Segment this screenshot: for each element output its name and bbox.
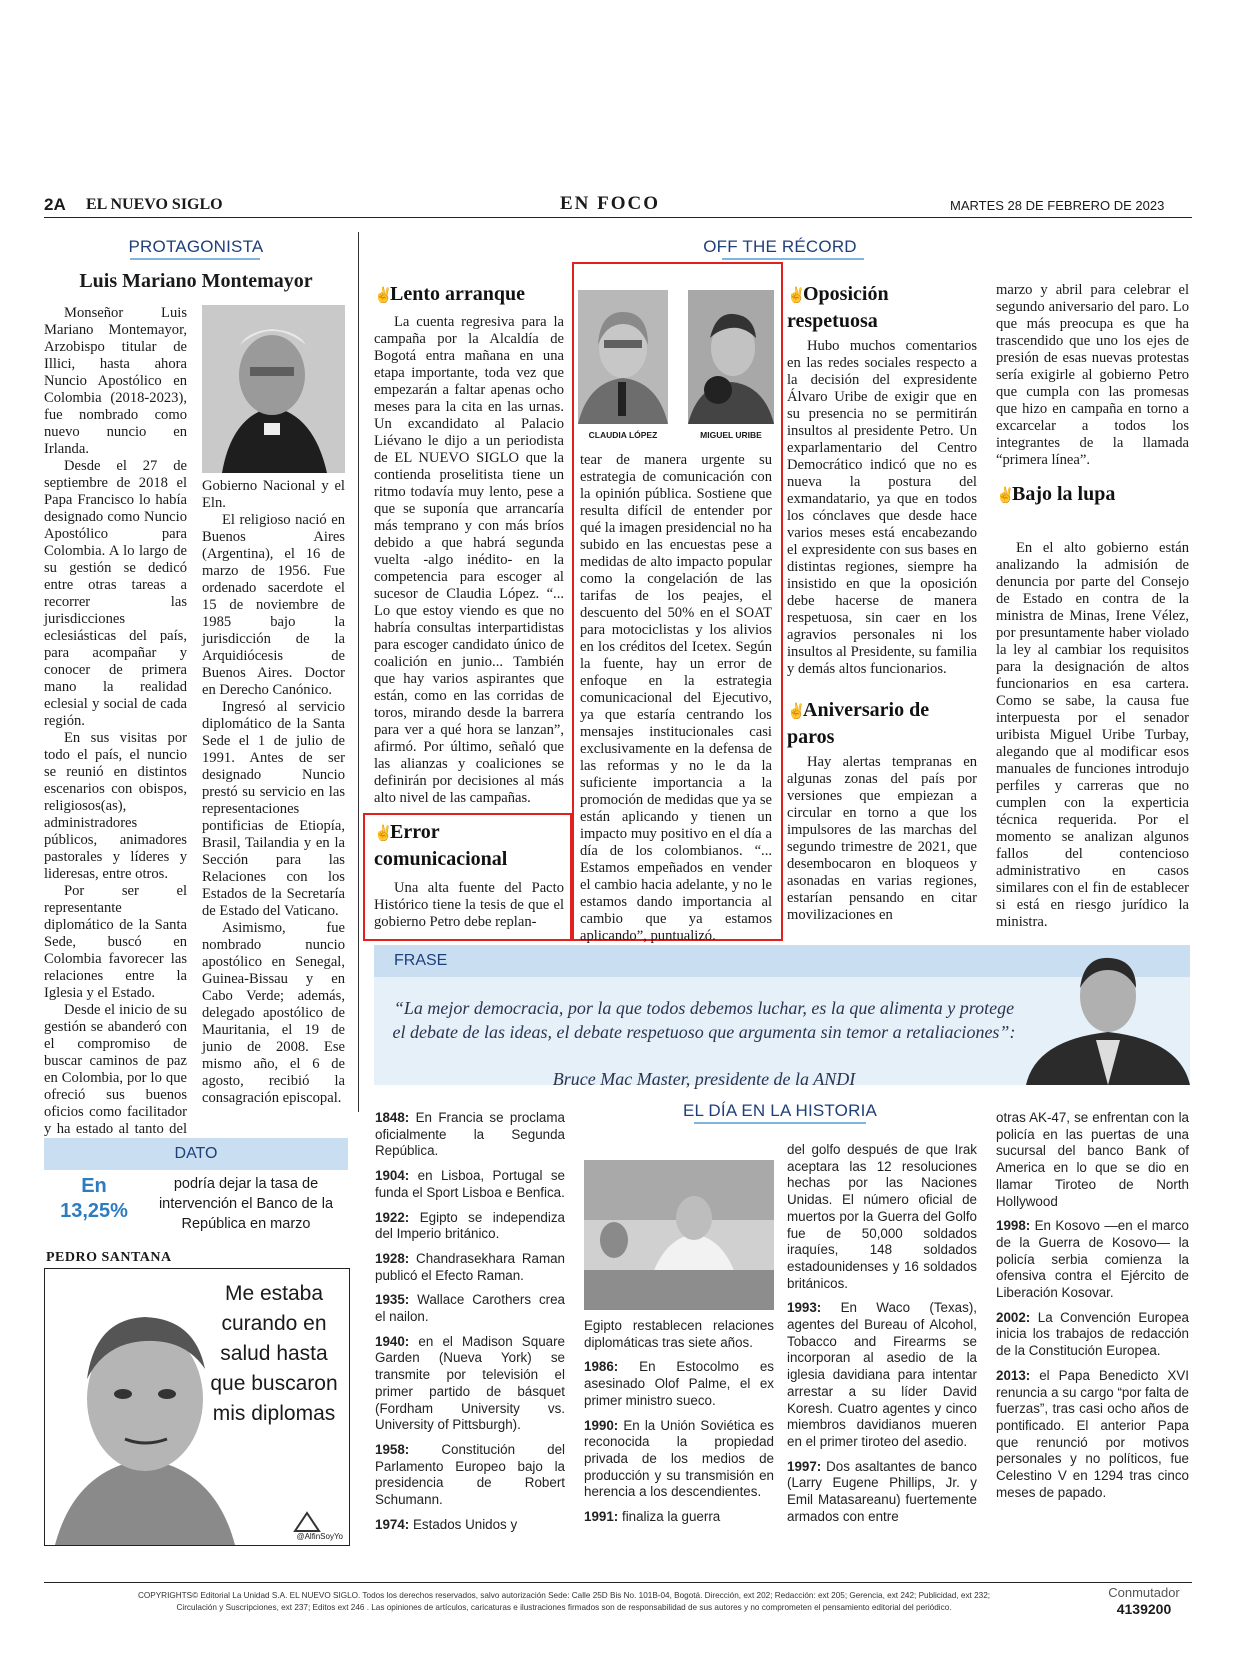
aniversario-continued-text: marzo y abril para celebrar el segundo aniversario del paro. Lo que más preocupa es que ha trascendido que uno los ejes de presión de esas nuevas protestas sería exigirle al gobierno Petro que cumpla con las promesas que hizo en campaña en torno a excarcelar a todos los integrantes de la llamada “primera línea”. <box>996 282 1189 468</box>
paper-name: EL NUEVO SIGLO <box>86 196 223 213</box>
historia-item: 1990: En la Unión Soviética es reconocida la propiedad privada de los medios de producción y su transmisión en herencia a los descendientes. <box>584 1417 774 1500</box>
protagonista-paragraph: Por ser el representante diplomático de la Santa Sede, buscó en Colombia favorecer las relaciones entre la Iglesia y el Estado. <box>44 883 187 1001</box>
frase-label: FRASE <box>394 952 448 969</box>
protagonista-underline <box>130 258 260 260</box>
conmutador-label: Conmutador <box>1108 1585 1180 1600</box>
aniversario-text: Hay alertas tempranas en algunas zonas del país por versiones que empiezan a circular en torno a que los impulsores de las marchas del segundo trimestre de 2021, que desembocaron en bloqueos y asonadas en varias regiones, estarían pensando en citar movilizaciones en <box>787 754 977 923</box>
caricature-signature: @AlfinSoyYo <box>296 1532 343 1541</box>
protagonista-label: PROTAGONISTA <box>128 237 264 256</box>
header-rule <box>44 217 1192 218</box>
footer-line-1: COPYRIGHTS© Editorial La Unidad S.A. EL NUEVO SIGLO. Todos los derechos reservados, salvo autorización Sede: Calle 25D Bis No. 101B-04, Bogotá. Dirección, ext 202; Redacción: ext 205; Gerencia, ext 242; Publicidad, ext 232; <box>137 1591 991 1600</box>
caricature-author: PEDRO SANTANA <box>46 1250 172 1265</box>
dato-label: DATO <box>174 1145 218 1162</box>
protagonista-paragraph: Gobierno Nacional y el Eln. <box>202 478 345 511</box>
column-divider <box>358 232 359 1112</box>
caricature <box>44 1268 350 1546</box>
footer-rule <box>44 1582 1192 1583</box>
section-title: EN FOCO <box>560 193 661 214</box>
oposicion-heading <box>787 282 977 334</box>
error-heading <box>374 820 564 872</box>
protagonista-paragraph: En sus visitas por todo el país, el nuncio se reunió en distintos escenarios con obispos, religiosos(as), administradores públicos, animadores pastorales y líderes y lideresas, entre otros. <box>44 730 187 882</box>
protagonista-left-column <box>44 305 187 1172</box>
offrecord-label: OFF THE RÉCORD <box>703 237 857 256</box>
historia-item: 1935: Wallace Carothers crea el nailon. <box>375 1292 565 1325</box>
lupa-heading <box>996 482 1186 509</box>
lento-title: Lento arranque <box>390 283 525 305</box>
footer-copyright <box>44 1590 1084 1614</box>
frase-quote: “La mejor democracia, por la que todos debemos luchar, es la que alimenta y protege el debate de las ideas, el debate respetuoso que argumenta sin temor a retaliaciones”: <box>392 998 1016 1042</box>
miguel-caption: MIGUEL URIBE <box>700 430 762 440</box>
lupa-text: En el alto gobierno están analizando la admisión de denuncia por parte del Consejo de Estado en contra de la ministra de Minas, Irene Vélez, por presuntamente haber violado la ley al cambiar los requisitos para la designación de altos funcionarios en esa cartera. Como se sabe, la causa fue interpuesta por el senador uribista Miguel Uribe Turbay, alegando que al modificar esos manuales de funciones introdujo perfiles y carreras que no cumplen con la experticia técnica requerida. Por el momento se analizan algunos fallos del contencioso administrativo en casos similares con el fin de establecer si está en riesgo jurídico la ministra. <box>996 540 1189 930</box>
oposicion-title: Oposición respetuosa <box>787 283 889 332</box>
historia-label: EL DÍA EN LA HISTORIA <box>682 1101 878 1120</box>
lento-heading <box>374 282 574 309</box>
historia-column-3 <box>787 1142 977 1533</box>
dato-text: podría dejar la tasa de intervención el Banco de la República en marzo <box>158 1176 334 1232</box>
historia-item: 1958: Constitución del Parlamento Europeo bajo la presidencia de Robert Schumann. <box>375 1441 565 1508</box>
historia-item: 1904: en Lisboa, Portugal se funda el Sport Lisboa e Benfica. <box>375 1168 565 1200</box>
historia-item: 1974: Estados Unidos y <box>375 1516 518 1532</box>
error-text: Una alta fuente del Pacto Histórico tiene la tesis de que el gobierno Petro debe replan- <box>374 880 564 930</box>
historia-item: 1993: En Waco (Texas), agentes del Bureau of Alcohol, Tobacco and Firearms se incorporan al asedio de la iglesia davidiana para intentar arrestar a su líder David Koresh. Cuatro agentes y cinco miembros davidianos mueren en el primer tiroteo del asedio. <box>787 1300 977 1449</box>
protagonista-paragraph: Monseñor Luis Mariano Montemayor, Arzobispo titular de Illici, hasta ahora Nuncio Apostólico en Colombia (2018-2023), fue nombrado como nuevo nuncio en Irlanda. <box>44 305 187 457</box>
pope-photo <box>584 1160 774 1310</box>
historia-column-1 <box>375 1110 565 1541</box>
frase-author: Bruce Mac Master, presidente de la ANDI <box>552 1069 856 1089</box>
historia-item: 2013: el Papa Benedicto XVI renuncia a su cargo “por falta de fuerzas”, tras casi ocho años de pontificado. El anterior Papa que renunció por motivos personales y no políticos, fue Celestino V en 1294 tras cinco meses de papado. <box>996 1367 1189 1500</box>
miguel-photo <box>688 290 774 424</box>
historia-column-2 <box>584 1318 774 1534</box>
hand-icon: ✌ <box>996 488 1015 504</box>
mac-master-photo <box>1026 940 1190 1085</box>
historia-item: 1928: Chandrasekhara Raman publicó el Efecto Raman. <box>375 1250 565 1283</box>
aniversario-title: Aniversario de paros <box>787 699 930 748</box>
protagonista-title: Luis Mariano Montemayor <box>79 270 313 292</box>
protagonista-right-column <box>202 478 345 1107</box>
aniversario-heading <box>787 698 977 750</box>
lupa-title: Bajo la lupa <box>1012 483 1116 505</box>
protagonista-paragraph: Desde el 27 de septiembre de 2018 el Papa Francisco lo había designado como Nuncio Apostólico para Colombia. A lo largo de su gestión se dedicó entre otras tareas a recorrer las jurisdicciones eclesiásticas del país, para acompañar y conocer de primera mano la realidad eclesial y social de cada región. <box>44 458 187 729</box>
historia-item: 2002: La Convención Europea inicia los trabajos de redacción de la Constitución Europea. <box>996 1309 1189 1359</box>
nuncio-photo <box>202 305 345 473</box>
dato-figure: En 13,25% <box>60 1175 128 1222</box>
protagonista-paragraph: Asimismo, fue nombrado nuncio apostólico en Senegal, Guinea-Bissau y en Cabo Verde; además, delegado apostólico de Mauritania, el 19 de junio de 2008. Ese mismo año, el 6 de agosto, recibió la consagración episcopal. <box>202 920 345 1106</box>
protagonista-paragraph: Ingresó al servicio diplomático de la Santa Sede el 1 de julio de 1991. Antes de ser designado Nuncio prestó su servicio en las representaciones pontificias de Etiopía, Brasil, Tailandia y en la Sección para las Relaciones con los Estados de la Secretaría de Estado del Vaticano. <box>202 699 345 919</box>
historia-item: 1922: Egipto se independiza del Imperio británico. <box>375 1209 565 1242</box>
middle-text: tear de manera urgente su estrategia de comunicación con la opinión pública. Sostiene que resulta difícil de entender por qué la imagen presidencial no ha subido en las encuestas pese a medidas de alto impacto popular como la congelación de las tarifas de los peajes, el descuento del 50% en el SOAT para motociclistas y los alivios en los créditos del Icetex. Según la fuente, hay un error de enfoque en la estrategia comunicacional del Ejecutivo, ya que estaría centrando los mensajes institucionales casi exclusivamente en la defensa de las reformas y no le da la suficiente importancia a la promoción de medidas que ya se están aplicando y tienen un impacto muy positivo en el día a día de los colombianos. “... Estamos empeñados en vender el cambio hacia adelante, y no le estamos dando importancia al cambio que ya estamos aplicando”, puntualizó. <box>580 452 772 944</box>
historia-item: otras AK-47, se enfrentan con la policía en las puertas de una sucursal del banco Bank of America en lo que se dio en llamar Tiroteo de North Hollywood <box>996 1110 1189 1209</box>
historia-item: Egipto restablecen relaciones diplomáticas tras siete años. <box>584 1318 774 1350</box>
historia-underline <box>694 1122 866 1124</box>
claudia-photo <box>578 290 668 424</box>
footer-line-2: Circulación y Suscripciones, ext 237; Editos ext 246 . Las opiniones de artículos, caricaturas e ilustraciones firmados son de responsabilidad de sus autores y no comprometen el pensamiento editorial del periódico. <box>176 1603 952 1612</box>
conmutador-number: 4139200 <box>1116 1601 1172 1617</box>
offrecord-underline <box>722 258 864 260</box>
date: MARTES 28 DE FEBRERO DE 2023 <box>950 198 1165 213</box>
lento-text: La cuenta regresiva para la campaña por la Alcaldía de Bogotá entra mañana en una etapa importante, toda vez que empezarán a faltar apenas ocho meses para la cita en las urnas. Un excandidato al Palacio Liévano le dijo a un periodista de EL NUEVO SIGLO que la contienda proselitista tiene un ritmo todavía muy lento, pese a que se suponía que arrancaría más temprano y con más bríos debido a que habrá segunda vuelta -algo inédito- en la competencia para escoger al sucesor de Claudia López. “... Lo que estoy viendo es que no habría consultas interpartidistas para escoger candidato único de coalición en junio... También que hay varios aspirantes que están, como en las corridas de toros, mirando desde la barrera para ver a qué hora se lanzan”, afirmó. Por último, señaló que las alianzas y coaliciones se definirán por decisiones al más alto nivel de las campañas. <box>374 314 564 806</box>
hand-icon: ✌ <box>374 826 393 842</box>
historia-item: 1998: En Kosovo —en el marco de la Guerra de Kosovo— la policía serbia comienza la ofensiva contra el Ejército de Liberación Kosovar. <box>996 1218 1189 1301</box>
page-number: 2A <box>44 195 66 214</box>
historia-item: 1848: En Francia se proclama oficialmente la Segunda República. <box>375 1110 565 1159</box>
hand-icon: ✌ <box>787 704 806 720</box>
historia-item: 1986: En Estocolmo es asesinado Olof Palme, el ex primer ministro sueco. <box>584 1359 774 1408</box>
historia-item: 1997: Dos asaltantes de banco (Larry Eugene Phillips, Jr. y Emil Matasareanu) fuertemente armados con entre <box>787 1458 977 1524</box>
error-title: Error comunicacional <box>374 821 508 870</box>
caricature-bubble: Me estaba curando en salud hasta que buscaron mis diplomas <box>210 1282 338 1425</box>
dato-header <box>44 1138 348 1170</box>
hand-icon: ✌ <box>787 288 806 304</box>
oposicion-text: Hubo muchos comentarios en las redes sociales respecto a la decisión del expresidente Álvaro Uribe de exigir que en su presencia no se permitirán insultos al presidente Petro. Un exparlamentario del Centro Democrático indicó que no es nueva la postura del exmandatario, ya que en todos los cónclaves que desde hace varios meses está encabezando el expresidente con sus bases en distintas regiones, siempre ha insistido en que la oposición debe hacerse de manera respetuosa, sin caer en los agravios personales ni los insultos al Presidente, su familia y demás altos funcionarios. <box>787 338 977 677</box>
historia-column-4 <box>996 1110 1189 1509</box>
historia-item: 1940: en el Madison Square Garden (Nueva York) se transmite por televisión el primer partido de básquet (Fordham University vs. University of Pittsburgh). <box>375 1333 565 1433</box>
historia-item: 1991: finaliza la guerra <box>584 1509 721 1525</box>
protagonista-paragraph: Desde el inicio de su gestión se abanderó con el compromiso de buscar caminos de paz en Colombia, por lo que ofreció sus buenos oficios como facilitador y ha estado al tanto del <box>44 1002 187 1137</box>
protagonista-paragraph: El religioso nació en Buenos Aires (Argentina), el 16 de marzo de 1956. Fue ordenado sacerdote el 15 de noviembre de 1985 bajo la jurisdicción de la Arquidiócesis de Buenos Aires. Doctor en Derecho Canónico. <box>202 512 345 698</box>
claudia-caption: CLAUDIA LÓPEZ <box>588 430 658 440</box>
hand-icon: ✌ <box>374 288 393 304</box>
historia-item: del golfo después de que Irak aceptara las 12 resoluciones hechas por las Naciones Unidas. El número oficial de muertos por la Guerra del Golfo fue de 50,000 soldados iraquíes, 148 soldados estadounidenses y 16 soldados británicos. <box>787 1142 977 1291</box>
